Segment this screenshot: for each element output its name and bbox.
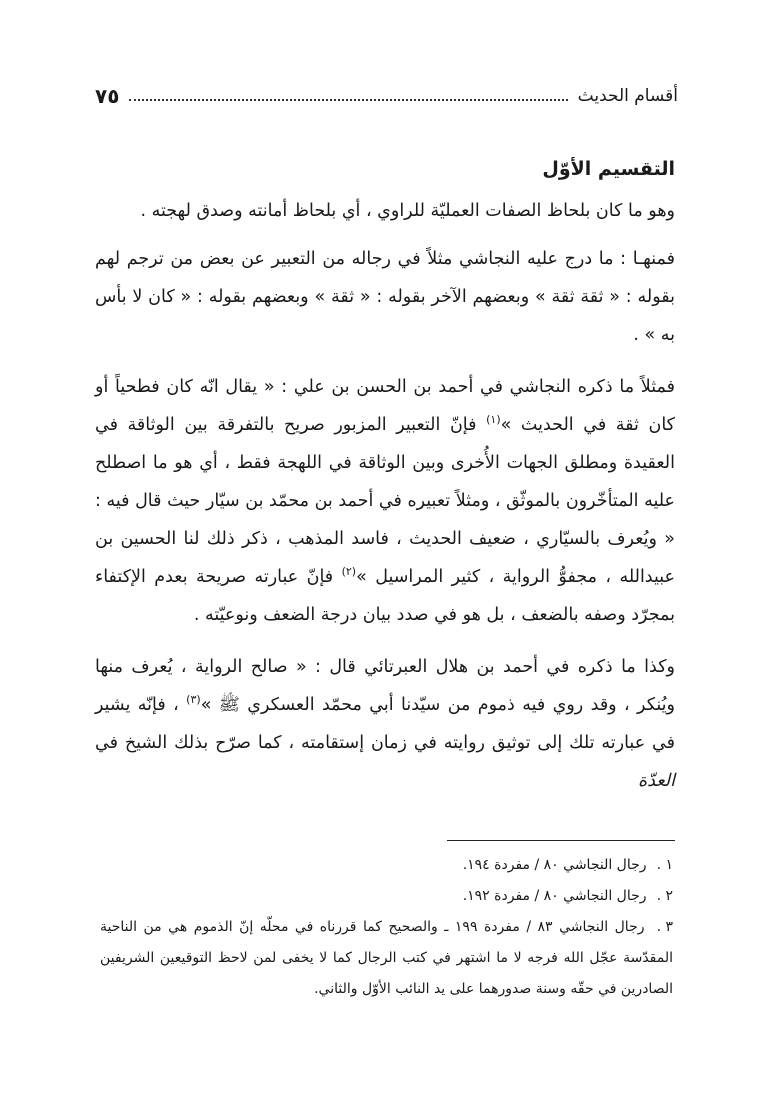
footnote-number: ٣ . bbox=[656, 919, 673, 935]
footnote-1 bbox=[100, 850, 673, 881]
paragraph-3-text-b: ، فإنّه يشير في عبارته تلك إلى توثيق روايته في زمان إستقامته ، كما صرّح بذلك الشيخ في bbox=[95, 695, 675, 753]
page-number: ٧٥ bbox=[95, 84, 120, 108]
footnote-3 bbox=[100, 912, 673, 1005]
paragraph-2 bbox=[95, 368, 675, 634]
paragraph-1: فمنهـا : ما درج عليه النجاشي مثلاً في رجاله من التعبير عن بعض من ترجم لهم بقوله : « ثقة ثقة » وبعضهم الآخر بقوله : « ثقة » وبعضهم بقوله : « كان لا بأس به » . bbox=[95, 249, 675, 345]
footnote-ref-2[interactable]: (٢) bbox=[341, 565, 357, 579]
header-title: أقسام الحديث bbox=[577, 86, 678, 106]
header-dot-leader bbox=[129, 99, 567, 101]
paragraph-2-text-b: فإنّ التعبير المزبور صريح بالتفرقة بين الوثاقة في العقيدة ومطلق الجهات الأُخرى وبين الوثاقة في اللهجة فقط ، أي هو ما اصطلح عليه المتأخّرون بالموثّق ، ومثلاً تعبيره في أحمد بن محمّد بن سيّار حيث قال فيه : « ويُعرف بالسيّاري ، ضعيف الحديث ، فاسد المذهب ، ذكر ذلك لنا الحسين بن عبيدالله ، مجفوُّ الرواية ، كثير المراسيل » bbox=[95, 415, 676, 587]
footnote-text: رجال النجاشي ٨٣ / مفردة ١٩٩ ـ والصحيح كما قررناه في محلّه إنّ الذموم هي من الناحية المقدّسة عجّل الله فرجه لا ما اشتهر في كتب الرجال كما لا يخفى لمن لاحظ التوقيعين الشريفين الصادرين في حقّه وسنة صدورهما على يد النائب الأوّل والثاني. bbox=[100, 919, 673, 997]
paragraph-2-text-c: فإنّ عبارته صريحة بعدم الإكتفاء بمجرّد وصفه بالضعف ، بل هو في صدد بيان درجة الضعف ونوعيّته . bbox=[95, 567, 675, 625]
footnote-text: رجال النجاشي ٨٠ / مفردة ١٩٢. bbox=[462, 888, 647, 904]
paragraph-2-text-a: فمثلاً ما ذكره النجاشي في أحمد بن الحسن بن علي : « يقال انّه كان فطحياً أو كان ثقة في الحديث » bbox=[95, 377, 675, 435]
footnote-ref-1[interactable]: (١) bbox=[486, 413, 501, 427]
section-heading: التقسيم الأوّل bbox=[542, 158, 675, 180]
footnote-2 bbox=[100, 881, 673, 912]
footnote-separator bbox=[447, 840, 675, 841]
footnote-ref-3[interactable]: (٣) bbox=[186, 693, 201, 707]
section-intro: وهو ما كان بلحاظ الصفات العمليّة للراوي ، أي بلحاظ أمانته وصدق لهجته . bbox=[140, 201, 675, 221]
footnote-text: رجال النجاشي ٨٠ / مفردة ١٩٤. bbox=[462, 857, 647, 873]
book-title-reference: العدّة bbox=[638, 771, 675, 791]
main-text bbox=[95, 150, 675, 810]
paragraph-3 bbox=[95, 648, 675, 800]
footnote-number: ٢ . bbox=[656, 888, 673, 904]
footnotes bbox=[100, 850, 673, 1005]
footnote-number: ١ . bbox=[656, 857, 673, 873]
paragraph-3-text-a: وكذا ما ذكره في أحمد بن هلال العبرتائي قال : « صالح الرواية ، يُعرف منها ويُنكر ، وقد روي فيه ذموم من سيّدنا أبي محمّد العسكري ﷺ » bbox=[95, 657, 675, 715]
running-header bbox=[95, 82, 678, 110]
